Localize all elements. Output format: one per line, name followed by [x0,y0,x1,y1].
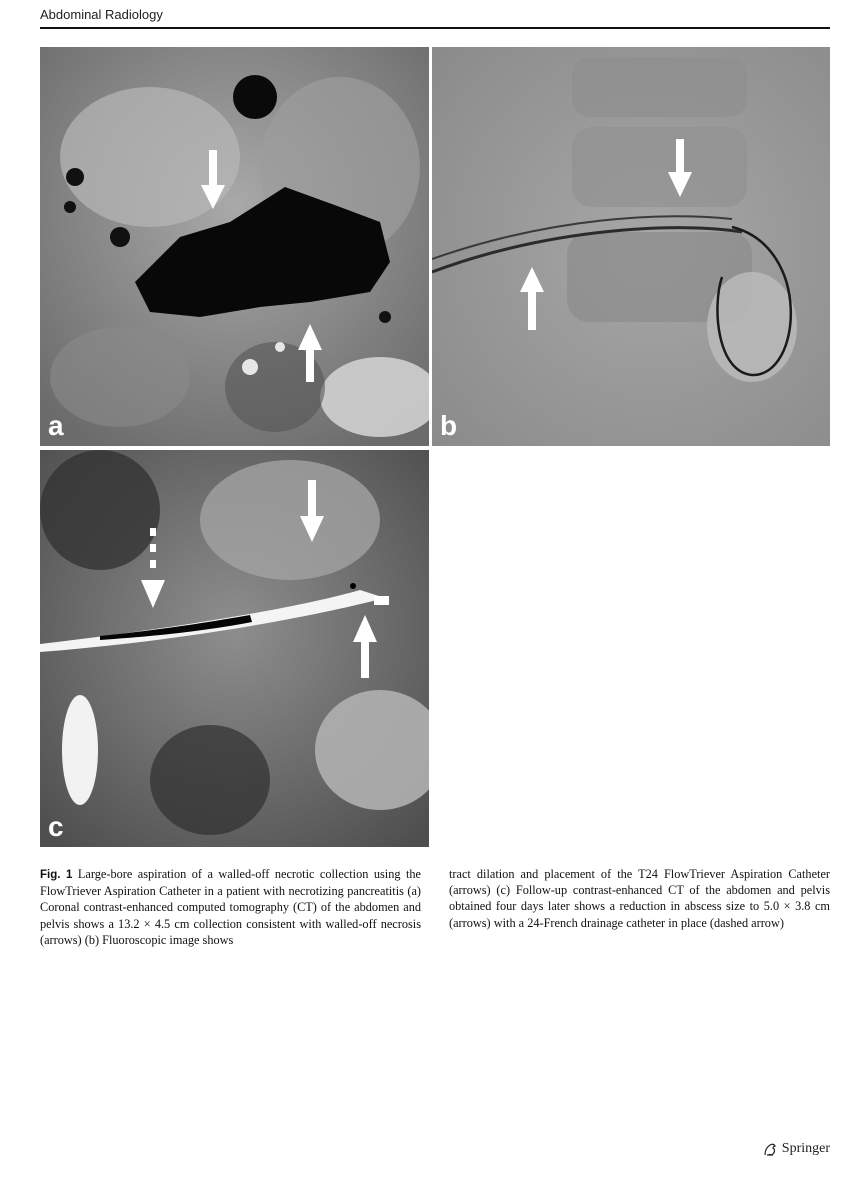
publisher-name: Springer [781,1141,830,1156]
figure-label: Fig. 1 [40,869,73,881]
figure-panel-b [432,47,830,446]
panel-label: c [48,811,64,842]
panel-label: b [440,410,458,441]
figure-caption-left [40,866,421,948]
fluoroscopy-image [432,47,830,446]
caption-text-right: tract dilation and placement of the T24 FlowTriever Aspiration Catheter (arrows) (c) Follow-up contrast-enhanced CT of the abdomen and pelvis obtained four days later shows a reduction in abscess size to 5.0 × 3.8 cm (arrows) with a 24-French drainage catheter in place (dashed arrow) [449,867,830,930]
springer-horse-icon [763,1142,777,1157]
header-rule [40,27,830,29]
figure-panel-c [40,450,429,847]
figure-caption-right [449,866,830,931]
ct-coronal-image [40,47,429,446]
panel-label: a [48,410,64,441]
publisher-mark [763,1141,830,1157]
running-head: Abdominal Radiology [40,7,163,22]
figure-panel-a [40,47,429,446]
ct-followup-image [40,450,429,847]
caption-text-left: Large-bore aspiration of a walled-off necrotic collection using the FlowTriever Aspiration Catheter in a patient with necrotizing pancreatitis (a) Coronal contrast-enhanced computed tomography (CT) of the abdomen and pelvis shows a 13.2 × 4.5 cm collection consistent with walled-off necrosis (arrows) (b) Fluoroscopic image shows [40,867,422,947]
